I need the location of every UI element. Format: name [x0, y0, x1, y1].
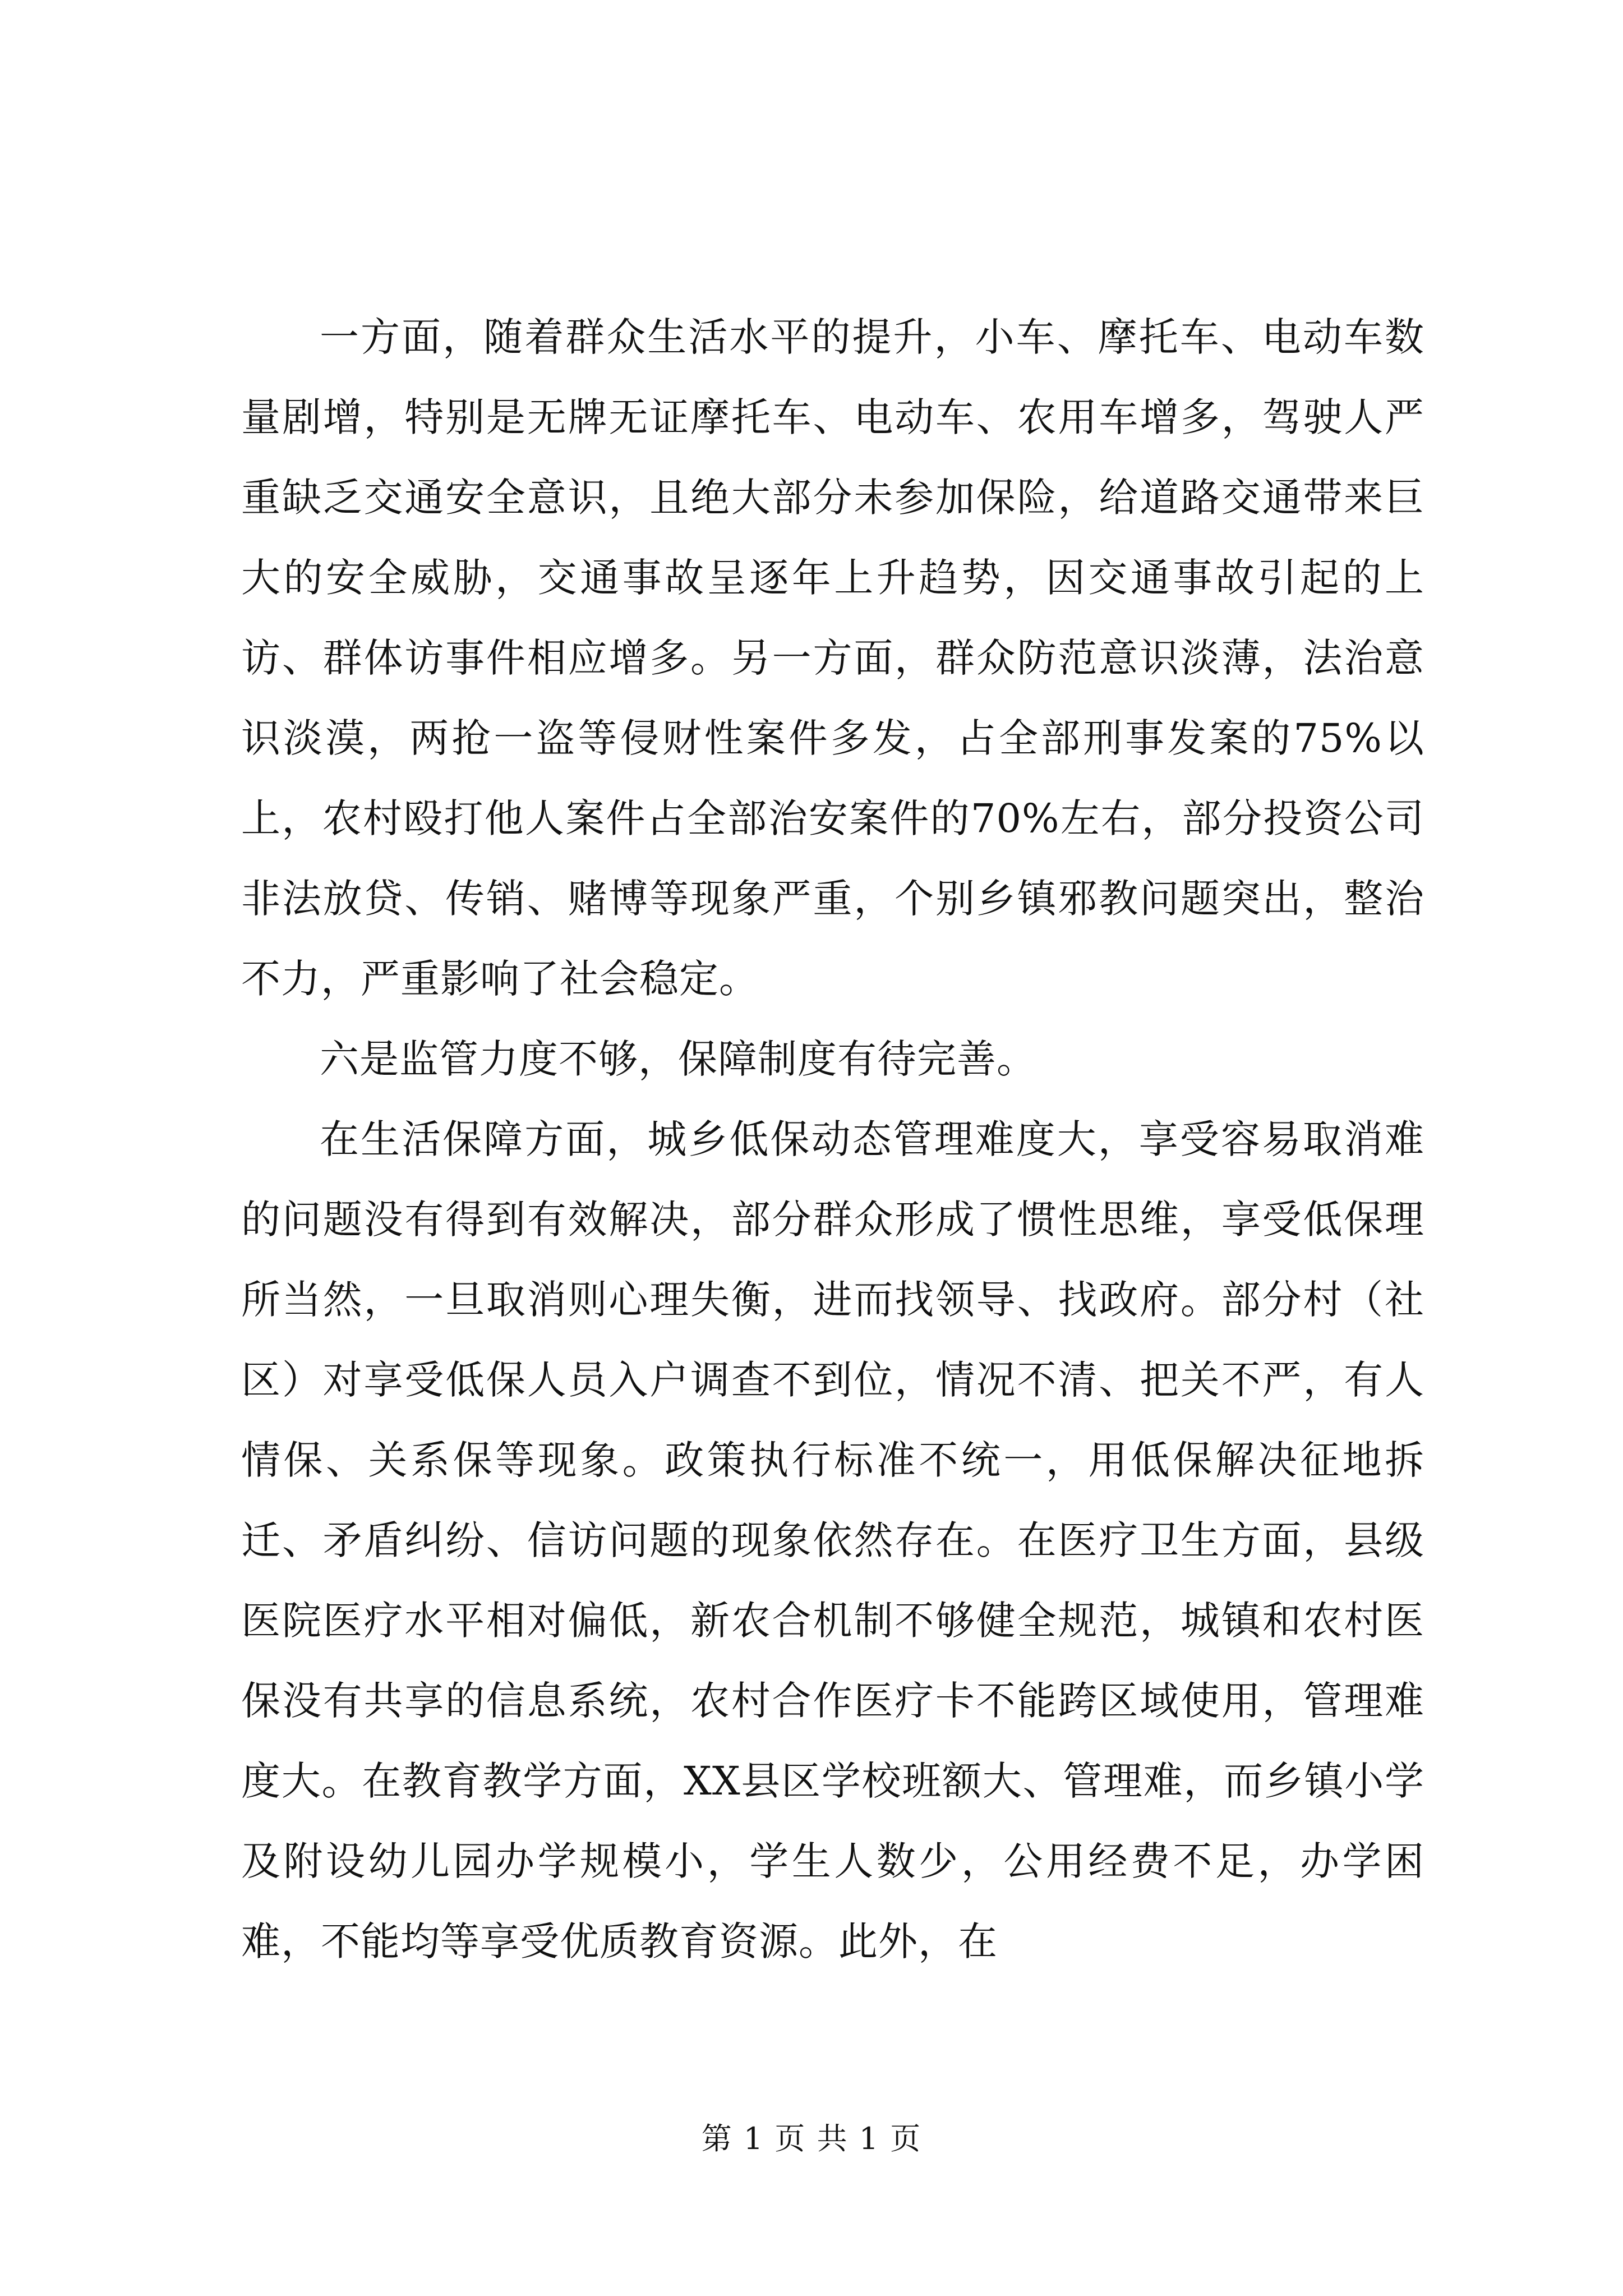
- paragraph-2-heading: 六是监管力度不够，保障制度有待完善。: [320, 1036, 1036, 1082]
- paragraph-3: 在生活保障方面，城乡低保动态管理难度大，享受容易取消难的问题没有得到有效解决，部分群众形成了惯性思维，享受低保理所当然，一旦取消则心理失衡，进而找领导、找政府。部分村（社区）对享受低保人员入户调查不到位，情况不清、把关不严，有人情保、关系保等现象。政策执行标准不统一，用低保解决征地拆迁、矛盾纠纷、信访问题的现象依然存在。在医疗卫生方面，县级医院医疗水平相对偏低，新农合机制不够健全规范，城镇和农村医保没有共享的信息系统，农村合作医疗卡不能跨区域使用，管理难度大。在教育教学方面，XX县区学校班额大、管理难，而乡镇小学及附设幼儿园办学规模小，学生人数少，公用经费不足，办学困难，不能均等享受优质教育资源。此外，在: [241, 1116, 1424, 1964]
- document-body: [241, 297, 1424, 1982]
- paragraph-1: 一方面，随着群众生活水平的提升，小车、摩托车、电动车数量剧增，特别是无牌无证摩托车、电动车、农用车增多，驾驶人严重缺乏交通安全意识，且绝大部分未参加保险，给道路交通带来巨大的安全威胁，交通事故呈逐年上升趋势，因交通事故引起的上访、群体访事件相应增多。另一方面，群众防范意识淡薄，法治意识淡漠，两抢一盗等侵财性案件多发，占全部刑事发案的75%以上，农村殴打他人案件占全部治安案件的70%左右，部分投资公司非法放贷、传销、赌博等现象严重，个别乡镇邪教问题突出，整治不力，严重影响了社会稳定。: [241, 314, 1424, 1002]
- page-footer: 第 1 页 共 1 页: [701, 2121, 922, 2156]
